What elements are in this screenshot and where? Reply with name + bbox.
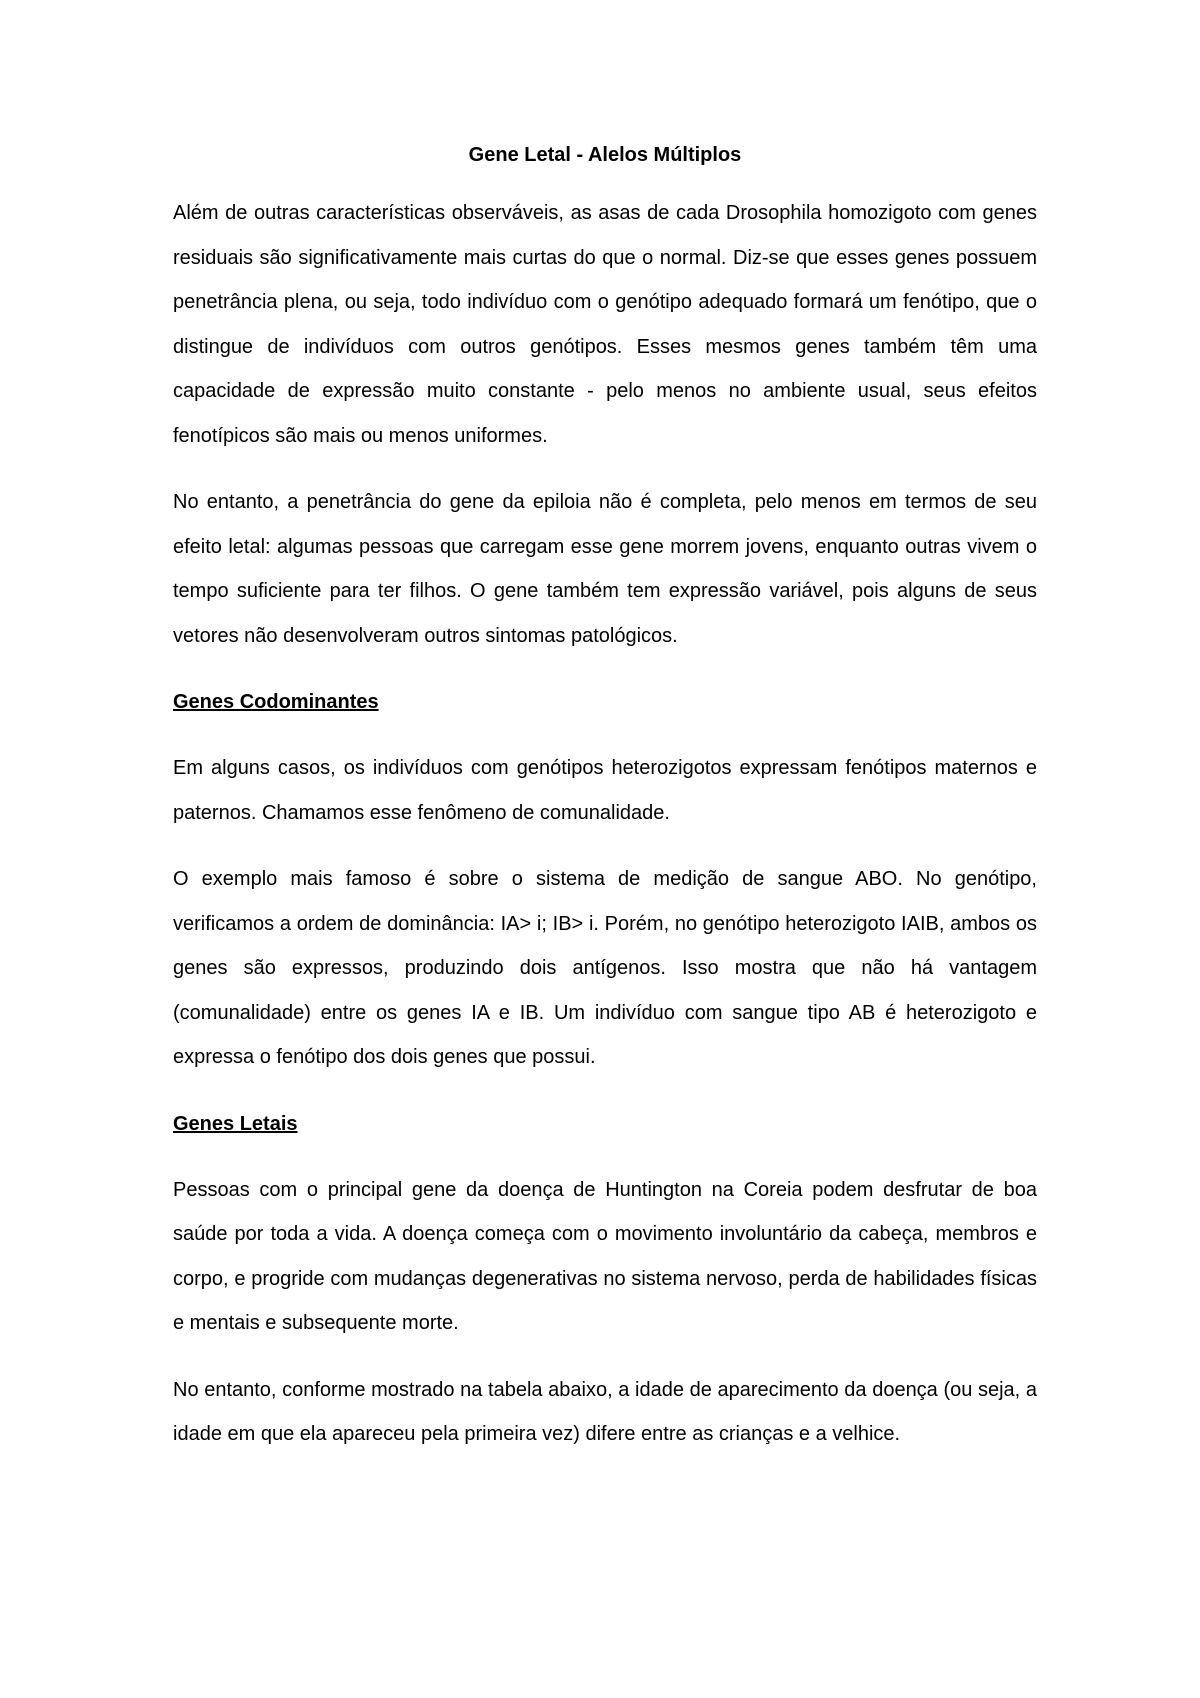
heading-genes-letais: Genes Letais	[173, 1112, 298, 1135]
paragraph-huntington: Pessoas com o principal gene da doença de Huntington na Coreia podem desfrutar de boa saúde por toda a vida. A doença começa com o movimento involuntário da cabeça, membros e corpo, e progride com mudanças degenerativas no sistema nervoso, perda de habilidades físicas e mentais e subsequente morte.	[173, 1178, 1037, 1334]
document-title: Gene Letal - Alelos Múltiplos	[468, 144, 742, 166]
document-page	[173, 141, 1037, 1479]
paragraph-epiloia: No entanto, a penetrância do gene da epiloia não é completa, pelo menos em termos de seu efeito letal: algumas pessoas que carregam esse gene morrem jovens, enquanto outras vivem o tempo suficiente para ter filhos. O gene também tem expressão variável, pois alguns de seus vetores não desenvolveram outros sintomas patológicos.	[173, 491, 1037, 647]
paragraph-drosophila: Além de outras características observáveis, as asas de cada Drosophila homozigoto com genes residuais são significativamente mais curtas do que o normal. Diz-se que esses genes possuem penetrância plena, ou seja, todo indivíduo com o genótipo adequado formará um fenótipo, que o distingue de indivíduos com outros genótipos. Esses mesmos genes também têm uma capacidade de expressão muito constante - pelo menos no ambiente usual, seus efeitos fenotípicos são mais ou menos uniformes.	[173, 202, 1037, 447]
paragraph-comunalidade: Em alguns casos, os indivíduos com genótipos heterozigotos expressam fenótipos maternos e paternos. Chamamos esse fenômeno de comunalidade.	[173, 757, 1037, 824]
heading-genes-codominantes: Genes Codominantes	[173, 691, 379, 713]
paragraph-idade: No entanto, conforme mostrado na tabela abaixo, a idade de aparecimento da doença (ou seja, a idade em que ela apareceu pela primeira vez) difere entre as crianças e a velhice.	[173, 1378, 1037, 1445]
paragraph-abo: O exemplo mais famoso é sobre o sistema de medição de sangue ABO. No genótipo, verificamos a ordem de dominância: IA> i; IB> i. Porém, no genótipo heterozigoto IAIB, ambos os genes são expressos, produzindo dois antígenos. Isso mostra que não há vantagem (comunalidade) entre os genes IA e IB. Um indivíduo com sangue tipo AB é heterozigoto e expressa o fenótipo dos dois genes que possui.	[173, 868, 1037, 1068]
